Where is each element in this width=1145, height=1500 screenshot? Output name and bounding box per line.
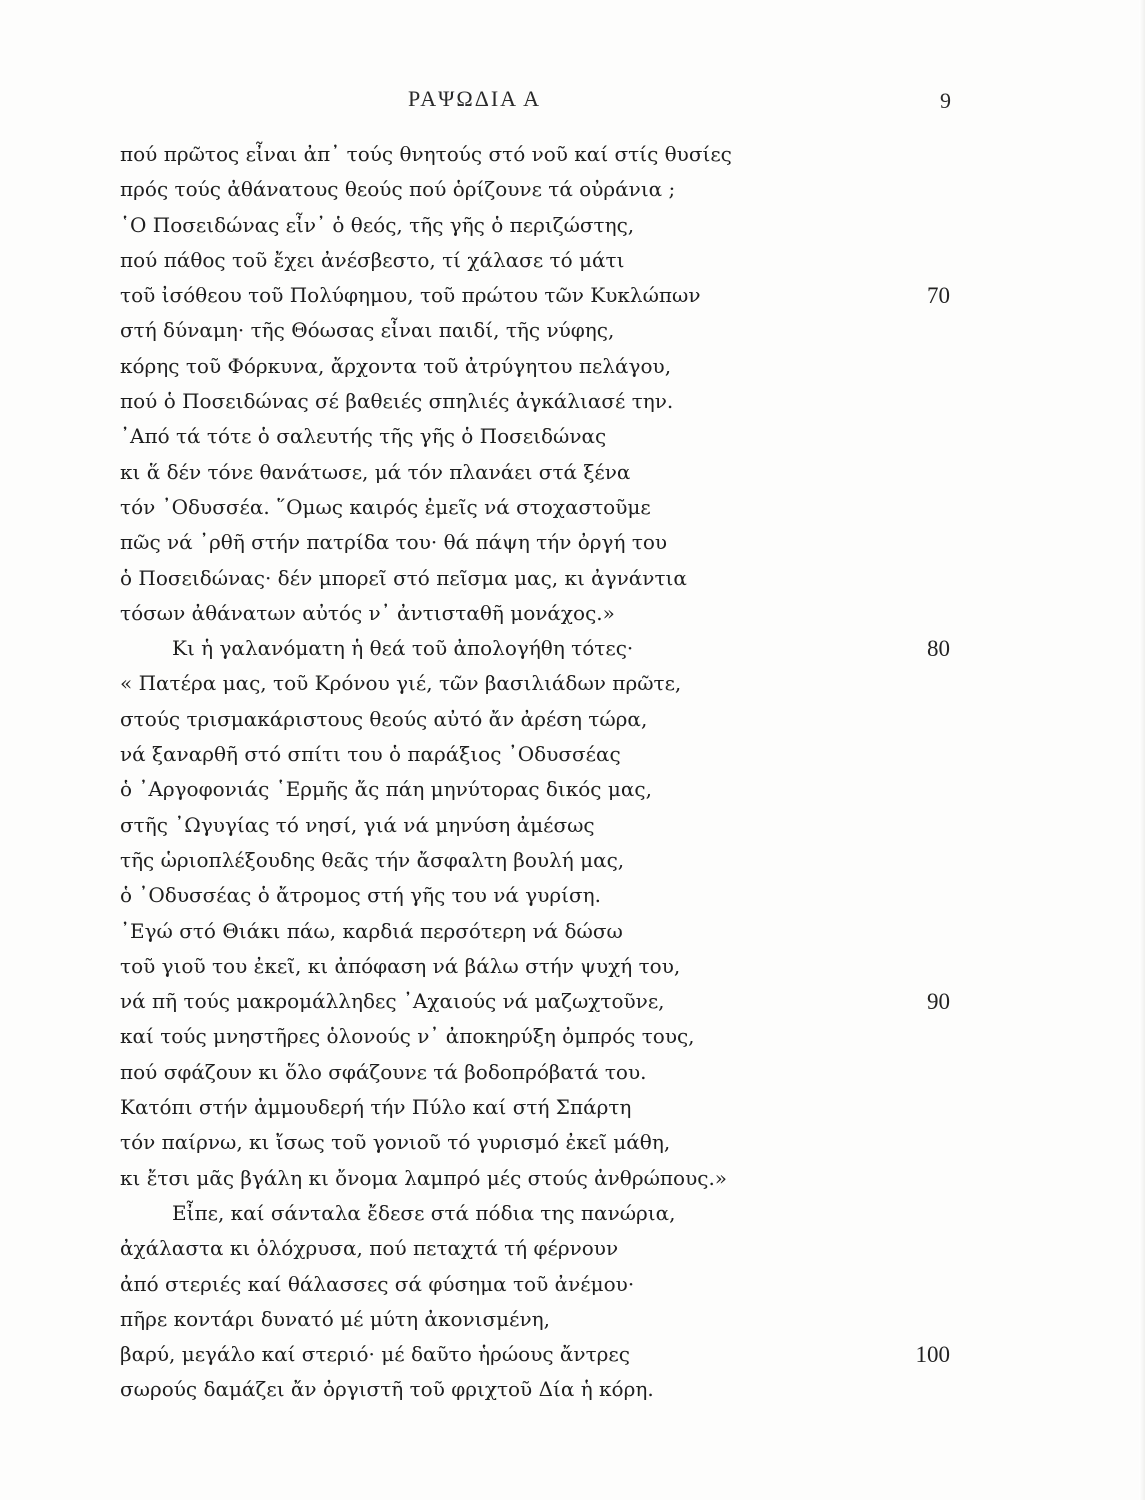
- verse-line: [0, 1372, 1145, 1407]
- verse-line: [0, 243, 1145, 278]
- verse-text: νά πῆ τούς μακρομάλληδες ᾿Αχαιούς νά μαζωχτοῦνε,: [120, 989, 665, 1014]
- verse-line: [0, 172, 1145, 207]
- verse-line: [0, 843, 1145, 878]
- verse-line: [0, 419, 1145, 454]
- page-number: 9: [940, 88, 951, 113]
- chapter-title: ΡΑΨΩΔΙΑ Α: [408, 86, 542, 111]
- verse-text: καί τούς μνηστῆρες ὁλονούς ν᾽ ἀποκηρύξη ὀμπρός τους,: [120, 1024, 695, 1049]
- verse-line: [0, 349, 1145, 384]
- verse-text: ἀχάλαστα κι ὁλόχρυσα, πού πεταχτά τή φέρνουν: [120, 1236, 619, 1261]
- verse-text: στῆς ᾿Ωγυγίας τό νησί, γιά νά μηνύση ἀμέσως: [120, 812, 595, 837]
- verse-text: τῆς ὡριοπλέξουδης θεᾶς τήν ἄσφαλτη βουλή μας,: [120, 847, 625, 872]
- verse-line: [0, 561, 1145, 596]
- verse-text: σωρούς δαμάζει ἄν ὀργιστῆ τοῦ φριχτοῦ Δία ἡ κόρη.: [120, 1377, 654, 1402]
- verse-line: [0, 490, 1145, 525]
- verse-text: νά ξαναρθῆ στό σπίτι του ὁ παράξιος ᾿Οδυσσέας: [120, 742, 621, 767]
- verse-text: ὁ ᾿Αργοφονιάς ῾Ερμῆς ἄς πάη μηνύτορας δικός μας,: [120, 777, 652, 802]
- verse-text: « Πατέρα μας, τοῦ Κρόνου γιέ, τῶν βασιλιάδων πρῶτε,: [120, 671, 682, 696]
- verse-text: τοῦ ἰσόθεου τοῦ Πολύφημου, τοῦ πρώτου τῶν Κυκλώπων: [120, 283, 701, 308]
- verse-line: [0, 1125, 1145, 1160]
- verse-line: [0, 278, 1145, 313]
- verse-text: τόσων ἀθάνατων αὐτός ν᾽ ἀντισταθῆ μονάχος.»: [120, 600, 615, 625]
- verse-line: [0, 1090, 1145, 1125]
- running-head: [0, 86, 1145, 116]
- verse-text: Κι ἡ γαλανόματη ἡ θεά τοῦ ἀπολογήθη τότες·: [172, 636, 634, 661]
- verse-line: [0, 949, 1145, 984]
- verse-text: Κατόπι στήν ἀμμουδερή τήν Πύλο καί στή Σπάρτη: [120, 1095, 632, 1120]
- verse-text: πρός τούς ἀθάνατους θεούς πού ὁρίζουνε τά οὐράνια ;: [120, 177, 676, 202]
- verse-text: ἀπό στεριές καί θάλασσες σά φύσημα τοῦ ἀνέμου·: [120, 1271, 635, 1296]
- verse-text: ῾Ο Ποσειδώνας εἶν᾽ ὁ θεός, τῆς γῆς ὁ περιζώστης,: [120, 212, 635, 237]
- page-edge: [1139, 0, 1145, 1500]
- verse-line: [0, 914, 1145, 949]
- verse-line: [0, 1161, 1145, 1196]
- verse-text: πού πρῶτος εἶναι ἀπ᾽ τούς θνητούς στό νοῦ καί στίς θυσίες: [120, 142, 732, 166]
- verse-text: Εἶπε, καί σάνταλα ἔδεσε στά πόδια της πανώρια,: [172, 1200, 676, 1225]
- verse-line: [0, 772, 1145, 807]
- verse-line: [0, 208, 1145, 243]
- verse-line: [0, 1196, 1145, 1231]
- verse-text: κι ἔτσι μᾶς βγάλη κι ὄνομα λαμπρό μές στούς ἀνθρώπους.»: [120, 1165, 728, 1190]
- verse-text: βαρύ, μεγάλο καί στεριό· μέ δαῦτο ἡρώους ἄντρες: [120, 1342, 630, 1367]
- verse-text: ὁ Ποσειδώνας· δέν μπορεῖ στό πεῖσμα μας, κι ἀγνάντια: [120, 565, 687, 590]
- verse-line: [0, 137, 1145, 172]
- verse-text: πού πάθος τοῦ ἔχει ἀνέσβεστο, τί χάλασε τό μάτι: [120, 247, 625, 272]
- verse-text: ὁ ᾿Οδυσσέας ὁ ἄτρομος στή γῆς του νά γυρίση.: [120, 883, 601, 908]
- line-number: 70: [927, 283, 950, 309]
- verse-line: [0, 384, 1145, 419]
- verse-line: [0, 1019, 1145, 1054]
- verse-text: ᾿Εγώ στό Θιάκι πάω, καρδιά περσότερη νά δώσω: [120, 918, 623, 943]
- verse-line: [0, 984, 1145, 1019]
- verse-text: τοῦ γιοῦ του ἐκεῖ, κι ἀπόφαση νά βάλω στήν ψυχή του,: [120, 953, 681, 978]
- verse-line: [0, 1055, 1145, 1090]
- line-number: 90: [927, 989, 950, 1015]
- verse-line: [0, 666, 1145, 701]
- verse-text: πού σφάζουν κι ὅλο σφάζουνε τά βοδοπρόβατά του.: [120, 1059, 647, 1084]
- verse-line: [0, 1267, 1145, 1302]
- verse-text: κόρης τοῦ Φόρκυνα, ἄρχοντα τοῦ ἀτρύγητου πελάγου,: [120, 353, 672, 378]
- verse-text: πῆρε κοντάρι δυνατό μέ μύτη ἀκονισμένη,: [120, 1306, 550, 1331]
- verse-line: [0, 1337, 1145, 1372]
- line-number: 80: [927, 636, 950, 662]
- verse-line: [0, 1231, 1145, 1266]
- verse-block: [0, 137, 1145, 1408]
- verse-line: [0, 525, 1145, 560]
- verse-line: [0, 737, 1145, 772]
- verse-text: κι ἅ δέν τόνε θανάτωσε, μά τόν πλανάει στά ξένα: [120, 459, 631, 484]
- verse-line: [0, 878, 1145, 913]
- verse-text: στή δύναμη· τῆς Θόωσας εἶναι παιδί, τῆς νύφης,: [120, 318, 615, 343]
- verse-text: πού ὁ Ποσειδώνας σέ βαθειές σπηλιές ἀγκάλιασέ την.: [120, 389, 674, 414]
- line-number: 100: [915, 1342, 950, 1368]
- verse-line: [0, 631, 1145, 666]
- verse-text: πῶς νά ᾿ρθῆ στήν πατρίδα του· θά πάψη τήν ὀργή του: [120, 530, 668, 555]
- verse-text: τόν ᾿Οδυσσέα. ῞Ομως καιρός ἐμεῖς νά στοχαστοῦμε: [120, 494, 651, 519]
- verse-line: [0, 313, 1145, 348]
- verse-line: [0, 1302, 1145, 1337]
- verse-line: [0, 455, 1145, 490]
- verse-line: [0, 808, 1145, 843]
- verse-line: [0, 702, 1145, 737]
- verse-text: ᾿Από τά τότε ὁ σαλευτής τῆς γῆς ὁ Ποσειδώνας: [120, 424, 607, 449]
- verse-text: τόν παίρνω, κι ἴσως τοῦ γονιοῦ τό γυρισμό ἐκεῖ μάθη,: [120, 1130, 671, 1155]
- verse-line: [0, 596, 1145, 631]
- verse-text: στούς τρισμακάριστους θεούς αὐτό ἄν ἀρέση τώρα,: [120, 706, 648, 731]
